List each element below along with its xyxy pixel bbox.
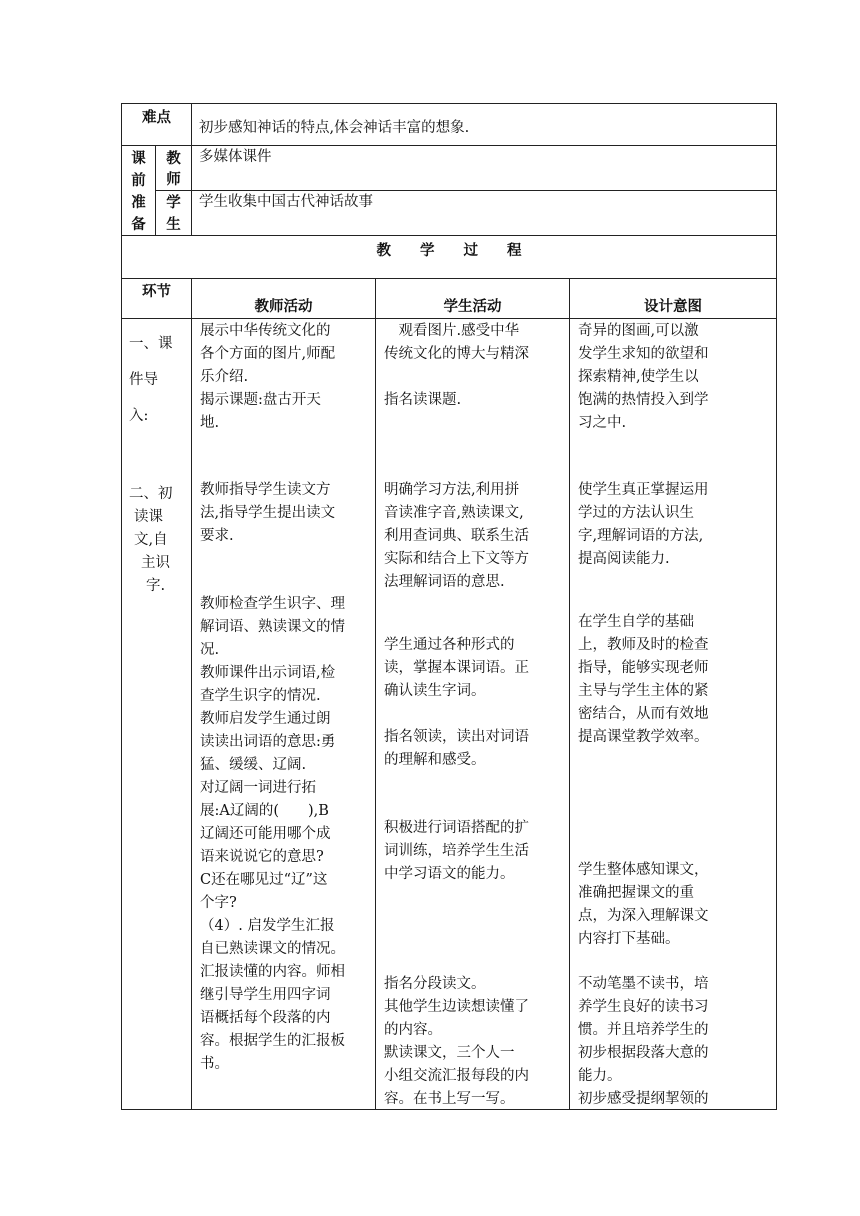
stage2-student-e-line: 小组交流汇报每段的内: [384, 1068, 529, 1084]
stage2-teacher-b-line: 查学生识字的情况.: [200, 688, 321, 704]
stage2-intent-a-line: 学过的方法认识生: [578, 505, 694, 521]
table-line-after-header: [121, 318, 777, 319]
stage2-intent-a-line: 字,理解词语的方法,: [578, 528, 704, 544]
stage2-teacher-b-line: 语概括每个段落的内: [200, 1010, 331, 1026]
stage2-teacher-a-line: 法,指导学生提出读文: [200, 505, 336, 521]
stage2-student-activity-a: [384, 479, 568, 594]
stage2-intent-b-line: 提高课堂教学效率。: [578, 729, 709, 745]
stage2-teacher-b-line: 展:A辽阔的( ),B: [200, 803, 329, 819]
stage2-teacher-b-line: 猛、缓缓、辽阔.: [200, 757, 307, 773]
stage2-intent-a: [578, 479, 774, 571]
stage2-student-c-line: 指名领读，读出对词语: [384, 729, 529, 745]
stage2-student-c-line: 的理解和感受。: [384, 752, 486, 768]
stage2-intent-c-line: 点，为深入理解课文: [578, 908, 709, 924]
stage1-intent-line: 探索精神,使学生以: [578, 369, 699, 385]
stage2-teacher-a-line: 教师指导学生读文方: [200, 482, 331, 498]
prep-label-char-3: 准: [131, 194, 146, 211]
stage2-intent-d-line: 初步感受提纲挈领的: [578, 1091, 709, 1107]
stage1-teacher-line: 乐介绍.: [200, 369, 249, 385]
table-col-line-stage: [191, 278, 192, 1110]
stage1-student-line: 传统文化的博大与精深: [384, 346, 529, 362]
prep-teacher-label-char-2: 师: [166, 171, 181, 188]
table-border-top: [121, 103, 777, 104]
prep-student-label-char-2: 生: [166, 216, 181, 233]
stage2-label-line-3: 文,自: [134, 532, 168, 548]
table-line-after-prep: [121, 235, 777, 236]
stage2-student-activity-d: [384, 817, 568, 886]
stage2-student-d-line: 中学习语文的能力。: [384, 866, 515, 882]
stage2-intent-b-line: 在学生自学的基础: [578, 614, 694, 630]
prep-label-char-4: 备: [131, 216, 146, 233]
stage1-intent-line: 奇异的图画,可以激: [578, 323, 699, 339]
column-header-intent: 设计意图: [644, 298, 702, 315]
stage2-intent-b-line: 主导与学生主体的紧: [578, 683, 709, 699]
stage2-teacher-b-line: 读读出词语的意思:勇: [200, 734, 336, 750]
stage2-student-d-line: 词训练，培养学生生活: [384, 843, 529, 859]
stage2-student-e-line: 的内容。: [384, 1022, 442, 1038]
table-line-after-title: [121, 278, 777, 279]
table-border-right: [776, 103, 777, 1110]
prep-student-label-char-1: 学: [166, 194, 181, 211]
stage2-teacher-a-line: 要求.: [200, 528, 234, 544]
stage2-intent-b-line: 密结合，从而有效地: [578, 706, 709, 722]
stage2-teacher-b-line: 教师检查学生识字、理: [200, 596, 345, 612]
prep-teacher-label-char-1: 教: [166, 150, 181, 167]
stage2-intent-d: [578, 973, 774, 1111]
difficulty-text: 初步感知神话的特点,体会神话丰富的想象.: [199, 120, 470, 136]
stage2-teacher-activity-a: [200, 479, 372, 548]
stage2-student-a-line: 实际和结合上下文等方: [384, 551, 529, 567]
stage1-student-line: 观看图片.感受中华: [384, 323, 520, 339]
stage2-teacher-b-line: 教师启发学生通过朗: [200, 711, 331, 727]
stage2-teacher-b-line: 教师课件出示词语,检: [200, 665, 336, 681]
stage2-student-activity-e: [384, 973, 568, 1111]
stage2-student-d-line: 积极进行词语搭配的扩: [384, 820, 529, 836]
stage2-intent-c: [578, 859, 774, 951]
stage2-teacher-b-line: 解词语、熟读课文的情: [200, 619, 345, 635]
stage2-teacher-b-line: C还在哪见过“辽”这: [200, 872, 328, 888]
stage1-label-line-2: 件导: [129, 372, 158, 388]
stage2-intent-c-line: 学生整体感知课文，: [578, 862, 709, 878]
stage2-intent-d-line: 养学生良好的读书习: [578, 999, 709, 1015]
stage1-student-line: [384, 366, 568, 389]
stage2-intent-d-line: 惯。并且培养学生的: [578, 1022, 709, 1038]
stage1-label-line-3: 入:: [129, 408, 149, 424]
stage2-student-e-line: 默读课文，三个人一: [384, 1045, 515, 1061]
stage2-teacher-b-line: 容。根据学生的汇报板: [200, 1033, 345, 1049]
stage2-student-a-line: 音读准字音,熟读课文,: [384, 505, 524, 521]
table-col-line-1: [191, 103, 192, 236]
stage2-teacher-b-line: 况.: [200, 642, 220, 658]
stage2-teacher-b-line: 语来说说它的意思?: [200, 849, 324, 865]
stage2-intent-d-line: 初步根据段落大意的: [578, 1045, 709, 1061]
stage2-student-e-line: 容。在书上写一写。: [384, 1091, 515, 1107]
stage2-teacher-b-line: 汇报读懂的内容。师相: [200, 964, 345, 980]
prep-student-text: 学生收集中国古代神话故事: [199, 194, 373, 210]
stage2-intent-b: [578, 611, 774, 749]
stage1-teacher-line: 揭示课题:盘古开天: [200, 392, 321, 408]
stage2-student-e-line: 指名分段读文。: [384, 976, 486, 992]
process-title: 教 学 过 程: [376, 242, 522, 259]
stage1-label-line-1: 一、课: [129, 336, 173, 352]
table-col-line-student: [569, 278, 570, 1110]
stage2-label-line-5: 字.: [146, 578, 166, 594]
stage2-intent-b-line: 上，教师及时的检查: [578, 637, 709, 653]
stage2-student-a-line: 利用查词典、联系生活: [384, 528, 529, 544]
stage1-intent: [578, 320, 774, 435]
stage2-intent-c-line: 准确把握课文的重: [578, 885, 694, 901]
stage2-intent-a-line: 提高阅读能力.: [578, 551, 670, 567]
stage2-intent-d-line: 能力。: [578, 1068, 622, 1084]
stage2-intent-c-line: 内容打下基础。: [578, 931, 680, 947]
column-header-teacher: 教师活动: [254, 298, 313, 315]
prep-teacher-text: 多媒体课件: [199, 149, 272, 165]
column-header-stage: 环节: [142, 283, 171, 300]
difficulty-label: 难点: [142, 109, 171, 126]
stage2-teacher-b-line: 辽阔还可能用哪个成: [200, 826, 331, 842]
stage2-student-b-line: 确认读生字词。: [384, 683, 486, 699]
stage2-teacher-b-line: 对辽阔一词进行拓: [200, 780, 316, 796]
stage2-teacher-b-line: （4）. 启发学生汇报: [200, 918, 335, 934]
stage2-intent-d-line: 不动笔墨不读书，培: [578, 976, 709, 992]
stage2-teacher-b-line: 自已熟读课文的情况。: [200, 941, 345, 957]
stage2-label-line-1: 二、初: [129, 486, 173, 502]
stage1-teacher-line: 地.: [200, 415, 220, 431]
stage2-intent-b-line: 指导，能够实现老师: [578, 660, 709, 676]
stage2-label: [127, 483, 189, 598]
stage2-label-line-4: 主识: [141, 555, 170, 571]
table-col-line-teacher: [375, 278, 376, 1110]
stage2-teacher-b-line: 书。: [200, 1056, 229, 1072]
stage2-student-b-line: 读，掌握本课词语。正: [384, 660, 529, 676]
stage2-intent-a-line: 使学生真正掌握运用: [578, 482, 709, 498]
stage1-intent-line: 发学生求知的欲望和: [578, 346, 709, 362]
stage2-teacher-b-line: 个字?: [200, 895, 237, 911]
stage1-intent-line: 习之中.: [578, 415, 627, 431]
stage1-label: [129, 326, 189, 434]
column-header-student: 学生活动: [443, 298, 502, 315]
stage2-student-activity-b: [384, 634, 568, 703]
stage2-teacher-activity-b: [200, 593, 372, 1076]
stage2-teacher-b-line: 继引导学生用四字词: [200, 987, 331, 1003]
stage1-teacher-activity: [200, 320, 372, 435]
stage1-teacher-line: 各个方面的图片,师配: [200, 346, 336, 362]
stage1-student-line: 指名读课题.: [384, 392, 462, 408]
stage1-student-activity: [384, 320, 568, 412]
stage2-label-line-2: 读课: [134, 509, 163, 525]
stage2-student-activity-c: [384, 726, 568, 772]
stage1-teacher-line: 展示中华传统文化的: [200, 323, 331, 339]
stage2-student-b-line: 学生通过各种形式的: [384, 637, 515, 653]
prep-label-char-1: 课: [131, 150, 146, 167]
stage2-student-e-line: 其他学生边读想读懂了: [384, 999, 529, 1015]
stage1-intent-line: 饱满的热情投入到学: [578, 392, 709, 408]
prep-label-char-2: 前: [131, 172, 146, 189]
stage2-student-a-line: 明确学习方法,利用拼: [384, 482, 520, 498]
stage2-student-a-line: 法理解词语的意思.: [384, 574, 505, 590]
